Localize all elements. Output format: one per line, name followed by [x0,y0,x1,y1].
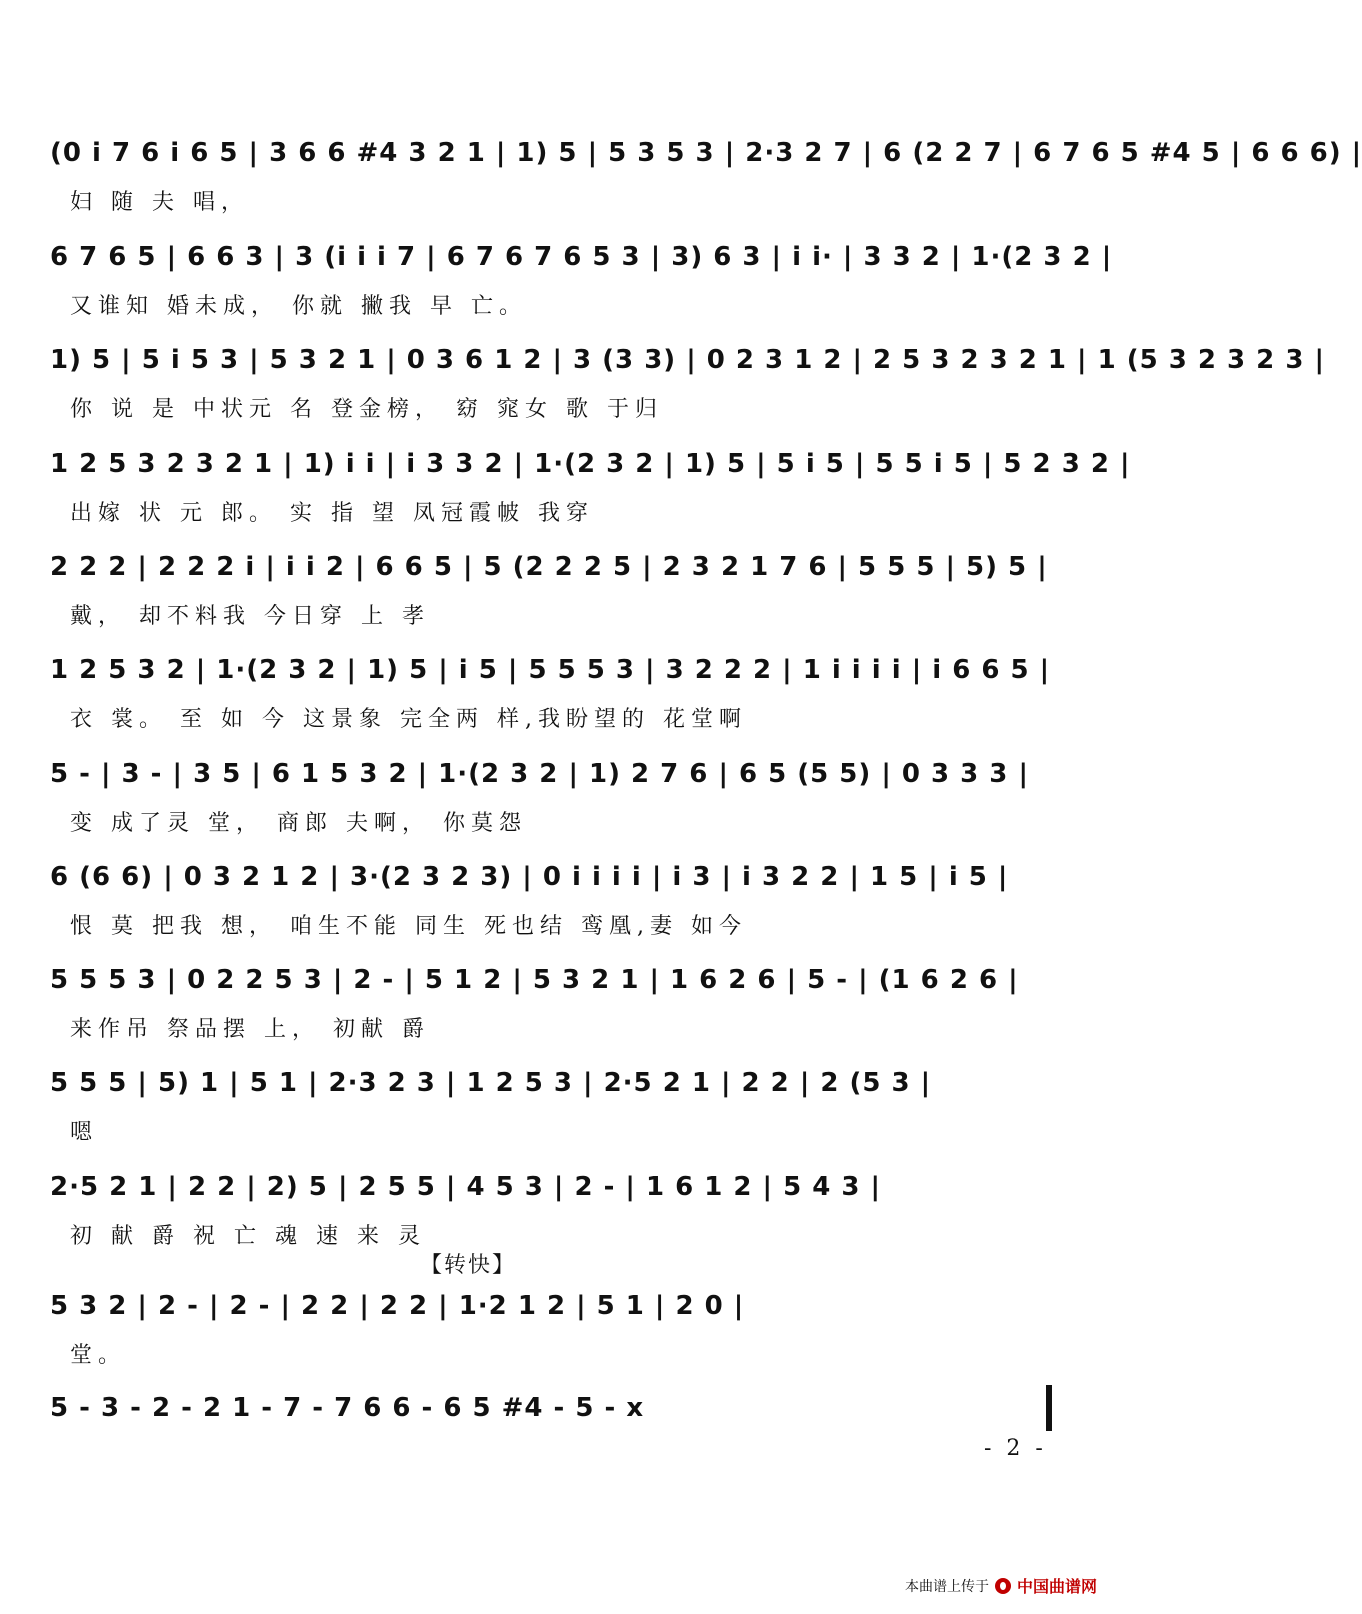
score-system-7 [50,744,1090,864]
notation-line: 2·5 2 1 | 2 2 | 2) 5 | 2 5 5 | 4 5 3 | 2 - | 1 6 1 2 | 5 4 3 | [50,1172,882,1202]
score-system-4 [50,434,1131,554]
score-system-6 [50,640,1090,760]
score-system-13 [50,1378,1090,1498]
site-name-link[interactable]: 中国曲谱网 [1017,1577,1098,1596]
qupu-logo-icon [995,1578,1011,1594]
lyrics-line: 恨 莫 把我 想， 咱生不能 同生 死也结 鸾凰,妻 如今 [70,914,747,939]
lyrics-line: 妇 随 夫 唱， [70,190,249,215]
lyrics-line: 衣 裳。 至 如 今 这景象 完全两 样,我盼望的 花堂啊 [70,707,747,732]
lyrics-line: 戴， 却不料我 今日穿 上 孝 [70,604,430,629]
lyrics-line: 你 说 是 中状元 名 登金榜， 窈 窕女 歌 于归 [70,397,663,422]
score-system-2 [50,227,1113,347]
score-system-1 [50,123,1362,243]
notation-line: 1 2 5 3 2 3 2 1 | 1) i i | i 3 3 2 | 1·(2 3 2 | 1) 5 | 5 i 5 | 5 5 i 5 | 5 2 3 2 | [50,449,1131,479]
notation-line: 2 2 2 | 2 2 2 i | i i 2 | 6 6 5 | 5 (2 2 2 5 | 2 3 2 1 7 6 | 5 5 5 | 5) 5 | [50,552,1048,582]
footer-credit [905,1574,1097,1597]
tempo-marking: 【转快】 [420,1253,517,1278]
score-system-9 [50,950,1090,1070]
final-barline [1046,1385,1052,1431]
lyrics-line: 堂。 [70,1343,127,1368]
notation-line: (0 i 7 6 i 6 5 | 3 6 6 #4 3 2 1 | 1) 5 | 5 3 5 3 | 2·3 2 7 | 6 (2 2 7 | 6 7 6 5 #4 5 | 6 6 6) | [50,138,1362,168]
lyrics-line: 出嫁 状 元 郎。 实 指 望 凤冠霞帔 我穿 [70,501,594,526]
score-system-10 [50,1053,1090,1173]
notation-line: 5 - 3 - 2 - 2 1 - 7 - 7 6 6 - 6 5 #4 - 5 - x [50,1393,645,1423]
notation-line: 1) 5 | 5 i 5 3 | 5 3 2 1 | 0 3 6 1 2 | 3 (3 3) | 0 2 3 1 2 | 2 5 3 2 3 2 1 | 1 (5 3 2 3 2 3 | [50,345,1325,375]
score-system-11 [50,1157,1090,1277]
notation-line: 1 2 5 3 2 | 1·(2 3 2 | 1) 5 | i 5 | 5 5 5 3 | 3 2 2 2 | 1 i i i i | i 6 6 5 | [50,655,1051,685]
notation-line: 6 (6 6) | 0 3 2 1 2 | 3·(2 3 2 3) | 0 i i i i | i 3 | i 3 2 2 | 1 5 | i 5 | [50,862,1009,892]
upload-text: 本曲谱上传于 [905,1578,989,1595]
page-number: - 2 - [984,1436,1047,1461]
lyrics-line: 初 献 爵 祝 亡 魂 速 来 灵 [70,1224,426,1249]
lyrics-line: 嗯 [70,1120,99,1145]
lyrics-line [70,1438,1070,1478]
notation-line: 5 3 2 | 2 - | 2 - | 2 2 | 2 2 | 1·2 1 2 | 5 1 | 2 0 | [50,1291,745,1321]
lyrics-line: 又谁知 婚未成， 你就 撇我 早 亡。 [70,294,527,319]
notation-line: 5 - | 3 - | 3 5 | 6 1 5 3 2 | 1·(2 3 2 | 1) 2 7 6 | 6 5 (5 5) | 0 3 3 3 | [50,759,1029,789]
score-system-3 [50,330,1325,450]
notation-line: 5 5 5 | 5) 1 | 5 1 | 2·3 2 3 | 1 2 5 3 | 2·5 2 1 | 2 2 | 2 (5 3 | [50,1068,932,1098]
notation-line: 5 5 5 3 | 0 2 2 5 3 | 2 - | 5 1 2 | 5 3 2 1 | 1 6 2 6 | 5 - | (1 6 2 6 | [50,965,1019,995]
score-system-8 [50,847,1090,967]
lyrics-line: 来作吊 祭品摆 上， 初献 爵 [70,1017,430,1042]
notation-line: 6 7 6 5 | 6 6 3 | 3 (i i i 7 | 6 7 6 7 6 5 3 | 3) 6 3 | i i· | 3 3 2 | 1·(2 3 2 | [50,242,1113,272]
score-system-5 [50,537,1090,657]
lyrics-line: 变 成了灵 堂， 商郎 夫啊， 你莫怨 [70,811,527,836]
